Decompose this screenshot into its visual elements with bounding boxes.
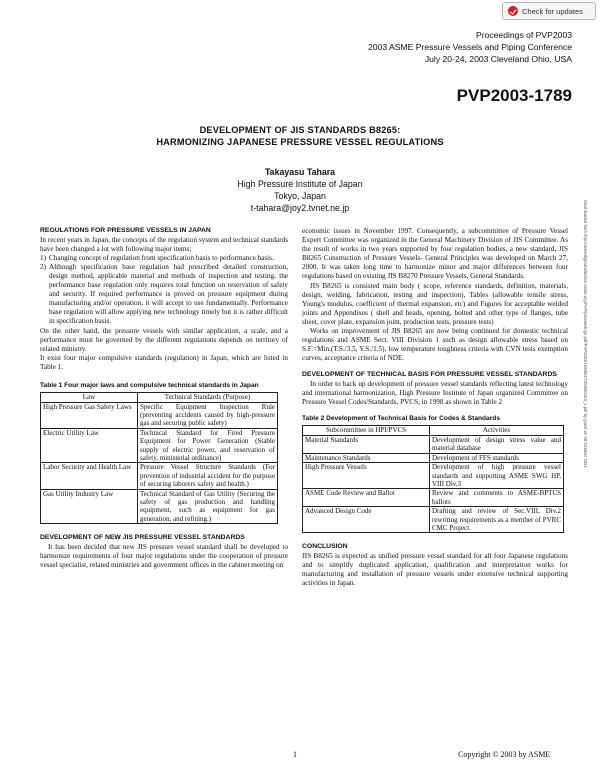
paragraph: JIS B8265 is expected as unified pressure vessel standard for all four Japanese regulations and to simplify duplicated application, qualification and interpretation works for manufacturing and installation of pressure vessels under extensive technical supporting activities in Japan. — [302, 551, 568, 588]
table-cell: Development of high pressure vessel standards and supporting ASME SWG HP, VIII Div.3 — [430, 463, 564, 489]
table-header-row — [41, 393, 278, 402]
table-row — [41, 463, 278, 489]
list-number: 2) — [40, 262, 46, 271]
table-cell: Gas Utility Industry Law — [41, 489, 138, 524]
author-email: t-tahara@joy2.tvnet.ne.jp — [250, 203, 350, 213]
table-cell: Specific Equipment Inspection Rule (preventing accidents caused by high-pressure gas and securing public safety) — [138, 402, 278, 428]
table-row — [41, 428, 278, 463]
table-2-caption: Table 2 Development of Technical Basis for Codes & Standards — [302, 415, 500, 423]
paragraph: It has been decided that new JIS pressure vessel standard shall be developed to harmonize requirements of four major regulations under the cooperation of pressure vessel specialist, related ministries and government offices in the cabinet meeting on — [40, 542, 288, 570]
table-cell: Maintenance Standards — [303, 453, 430, 462]
paragraph: JIS B8265 is consisted main body ( scope, reference standards, definition, materials, design, welding, fabrication, testing and inspection), Tables (allowable tensile stress, Young's modulus, coefficient of thermal expansion, etc) and Figures for acceptable welded joints and Appendixes ( shell and heads, opening, bolted and other type of flanges, tube sheet, cover plate, expansion joint, production tests, pressure tests) — [302, 281, 568, 326]
list-item — [40, 254, 288, 263]
table-1-caption: Table 1 Four major laws and compulsive technical standards in Japan — [40, 382, 259, 389]
table-cell: Pressure Vessel Structure Standards (For prevention of industrial accident for the purpose of securing laborers safety and health.) — [138, 463, 278, 489]
table-cell: Electric Utility Law — [41, 428, 138, 463]
table-cell: Advanced Design Code — [303, 507, 430, 533]
table-row — [303, 507, 564, 533]
table-header-cell: Activities — [430, 426, 564, 435]
copyright-notice: Copyright © 2003 by ASME — [458, 750, 551, 759]
table-header-cell: Technical Standards (Purpose) — [138, 393, 278, 402]
page-number: 1 — [293, 750, 297, 759]
table-cell: Technical Standard of Gas Utility (Securing the safety of gas production and handling equipment, such as equipment for gas generation, and refining.) — [138, 489, 278, 524]
table-cell: High Pressure Gas Safety Laws — [41, 402, 138, 428]
paper-title-line-1: DEVELOPMENT OF JIS STANDARDS B8265: — [199, 125, 401, 135]
table-cell: High Pressure Vessels — [303, 463, 430, 489]
paragraph: In recent years in Japan, the concepts of the regulation system and technical standards have been changed a lot with following major items; — [40, 235, 288, 253]
table-1 — [40, 392, 278, 524]
section-heading-conclusion: CONCLUSION — [302, 543, 348, 551]
list-text: Although specification base regulation had prescribed detailed construction, design method, applicable material and methods of inspection and testing, the performance base regulation only requires total function on reservation of safety and security. If required performance is proved on pressure equipment during manufacturing and/or operation, it will accept to use fundamentally. Performance base regulation will allow applying new technology timely but it is rather difficult in specification basis. — [49, 262, 288, 326]
left-column — [40, 227, 288, 570]
proceedings-line: Proceedings of PVP2003 — [475, 30, 572, 40]
table-cell: Technical Standard for Fired Pressure Equipment for Power Generation (Stable supply of electric power, and reservation of safety, ministerial ordinance) — [138, 428, 278, 463]
table-cell: Development of FFS standards — [430, 453, 564, 462]
paper-title-line-2: HARMONIZING JAPANESE PRESSURE VESSEL REGULATIONS — [156, 137, 444, 147]
paragraph: Works on improvement of JIS B8265 are now being continued for domestic technical regulations and ASME Sect. VIII Division 1 such as design allowable stress based on S.F.=Min.(T.S./3.5, Y.S./1.5), low temperature toughness criteria with CVN tests exemption curves, acceptance criteria of NDE. — [302, 327, 568, 363]
table-row — [41, 402, 278, 428]
table-header-cell: Subcommittee in HPI/PVCS — [303, 426, 430, 435]
paragraph: It exist four major compulsive standards (regulation) in Japan, which are listed in Table 1. — [40, 353, 288, 371]
section-heading-regulations: REGULATIONS FOR PRESSURE VESSELS IN JAPAN — [40, 227, 211, 234]
table-cell: Drafting and review of Sec.VIII, Div.2 rewriting requirements as a member of PVRC CMC Project — [430, 507, 564, 533]
download-side-note-text: Downloaded from http://asmedigitalcollection.asme.org/PVP/proceedings-pdf/PVP2003/16990/47/2568010/3_1.pdf by guest on 08 October 2021 — [583, 200, 588, 468]
download-side-note — [578, 200, 590, 620]
table-header-cell: Law — [41, 393, 138, 402]
check-for-updates-button[interactable] — [502, 2, 596, 20]
table-row — [41, 489, 278, 524]
table-cell: Development of design stress value and material database — [430, 435, 564, 453]
table-cell: Review and comments to ASME-BPTCS ballots — [430, 489, 564, 507]
table-2 — [302, 425, 564, 533]
dates-place-line: July 20-24, 2003 Cleveland Ohio, USA — [424, 54, 572, 64]
paragraph: In order to back up development of pressure vessel standards reflecting latest technology and international harmonization, High Pressure Institute of Japan organized Committee on Pressure Vessel Codes/Standards, PVCS, in 1998 as shown in Table 2 — [302, 380, 568, 407]
table-cell: Material Standards — [303, 435, 430, 453]
section-heading-new-jis: DEVELOPMENT OF NEW JIS PRESSURE VESSEL STANDARDS — [40, 534, 245, 542]
list-text: Changing concept of regulation from specification basis to performance basis. — [49, 253, 274, 262]
conference-line: 2003 ASME Pressure Vessels and Piping Conference — [368, 42, 572, 52]
author-location: Tokyo, Japan — [274, 191, 326, 201]
paragraph: On the other hand, the pressure vessels with similar application, a scale, and a performance must be governed by the different regulations depends on territory of related ministry. — [40, 326, 288, 353]
list-item — [40, 263, 288, 327]
table-cell: ASME Code Review and Ballot — [303, 489, 430, 507]
paragraph: economic issues in November 1997. Consequently, a subcommittee of Pressure Vessel Expert Committee was organized in the General Machinery Division of JIS Committee. As the result of works in two years supported by four regulation bodies, a new standard, JIS B8265 Construction of Pressure Vessels- General Principles was developed on March 27, 2000. It was taken long time to harmonize minor and major differences between four regulations based on existing JIS B8270 Pressure Vessels, General Standards. — [302, 227, 568, 281]
check-for-updates-label: Check for updates — [522, 6, 583, 16]
table-row — [303, 453, 564, 462]
right-column — [302, 227, 568, 588]
table-row — [303, 435, 564, 453]
paper-id: PVP2003-1789 — [456, 86, 572, 105]
author-affiliation: High Pressure Institute of Japan — [237, 179, 363, 189]
table-cell: Labor Security and Health Law — [41, 463, 138, 489]
table-row — [303, 463, 564, 489]
list-number: 1) — [40, 253, 46, 262]
check-badge-icon — [508, 6, 518, 16]
table-row — [303, 489, 564, 507]
section-heading-technical-basis: DEVELOPMENT OF TECHNICAL BASIS FOR PRESSURE VESSEL STANDARDS — [302, 371, 557, 379]
table-header-row — [303, 426, 564, 435]
author-name: Takayasu Tahara — [264, 167, 336, 177]
